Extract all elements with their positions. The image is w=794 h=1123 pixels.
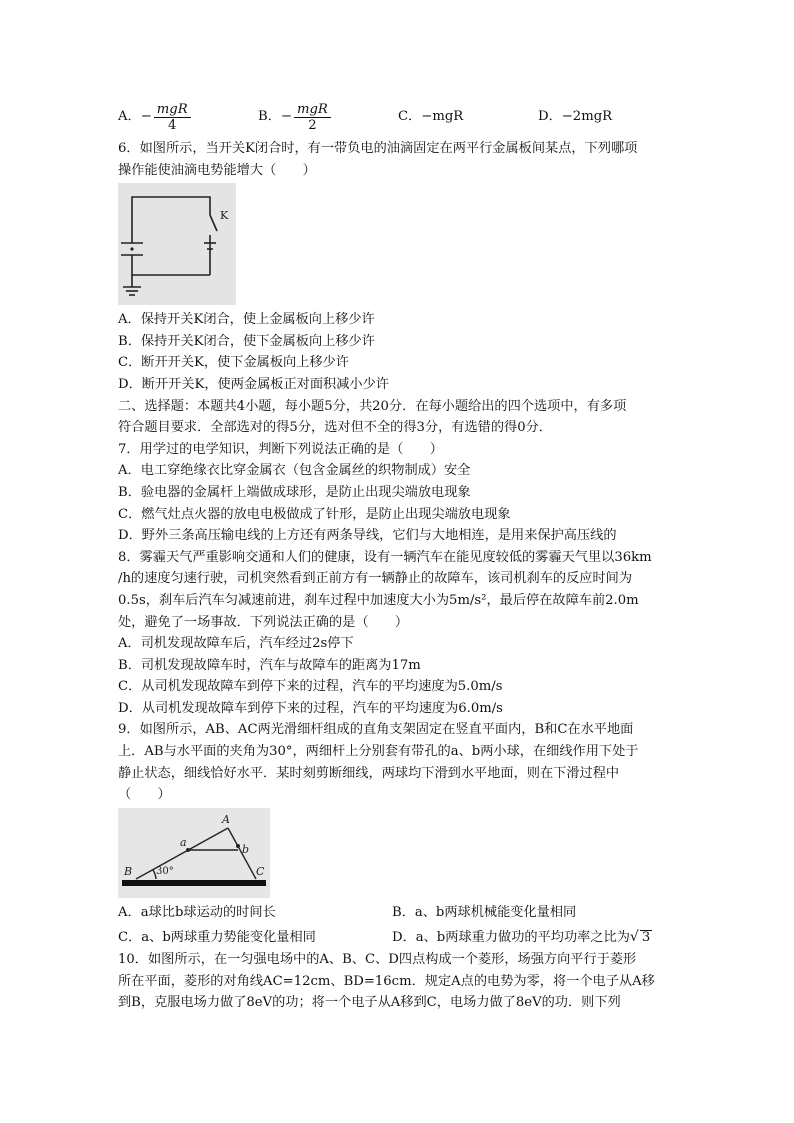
q8-option-b[interactable]: B．司机发现故障车时，汽车与故障车的距离为17m: [118, 657, 421, 673]
q10-stem-line-3: 到B，克服电场力做了8eV的功；将一个电子从A移到C，电场力做了8eV的功．则下列: [118, 995, 621, 1011]
q9-option-a[interactable]: A．a球比b球运动的时间长: [118, 904, 276, 920]
q9-option-d[interactable]: D．a、b两球重力做功的平均功率之比为√ 3: [392, 929, 651, 946]
q9-option-d-text: D．a、b两球重力做功的平均功率之比为: [392, 930, 630, 946]
q7-option-d[interactable]: D．野外三条高压输电线的上方还有两条导线，它们与大地相连，是用来保护高压线的: [118, 528, 617, 544]
q9-option-c[interactable]: C．a、b两球重力势能变化量相同: [118, 930, 316, 946]
q5-option-b[interactable]: [258, 102, 398, 133]
q8-stem-line-2: /h的速度匀速行驶，司机突然看到正前方有一辆静止的故障车，该司机刹车的反应时间为: [118, 571, 633, 587]
ball-b-label: b: [242, 842, 250, 856]
fraction-denominator: 2: [308, 117, 317, 133]
inclined-rods-figure: [118, 808, 270, 898]
q8-option-c[interactable]: C．从司机发现故障车到停下来的过程，汽车的平均速度为5.0m/s: [118, 679, 503, 695]
fraction-numerator: mgR: [154, 102, 191, 118]
q7-option-c[interactable]: C．燃气灶点火器的放电电极做成了针形，是防止出现尖端放电现象: [118, 506, 511, 522]
q5-options: [118, 96, 678, 138]
q8-stem-line-1: 8．雾霾天气严重影响交通和人们的健康，设有一辆汽车在能见度较低的雾霾天气里以36km: [118, 549, 652, 565]
ball-b: [236, 844, 240, 848]
q9-stem-line-3: 静止状态，细线恰好水平．某时刻剪断细线，两球均下滑到水平地面，则在下滑过程中: [118, 765, 620, 781]
q7-option-b[interactable]: B．验电器的金属杆上端做成球形，是防止出现尖端放电现象: [118, 484, 471, 500]
section-2-heading-line-1: 二、选择题：本题共4小题，每小题5分，共20分．在每小题给出的四个选项中，有多项: [118, 398, 627, 414]
q5-option-c-text: C．−mgR: [398, 109, 464, 125]
fraction-numerator: mgR: [294, 102, 331, 118]
point-c-label: C: [256, 864, 265, 878]
q6-options: [118, 309, 678, 395]
q7-option-a[interactable]: A．电工穿绝缘衣比穿金属衣（包含金属丝的织物制成）安全: [118, 463, 471, 479]
q5-option-d-text: D．−2mgR: [538, 109, 613, 125]
q9-stem-line-2: 上．AB与水平面的夹角为30°，两细杆上分别套有带孔的a、b两小球，在细线作用下处于: [118, 744, 639, 760]
q6-option-a[interactable]: A．保持开关K闭合，使上金属板向上移少许: [118, 312, 375, 328]
q9-option-b[interactable]: B．a、b两球机械能变化量相同: [392, 904, 577, 920]
q5-option-c[interactable]: [398, 106, 538, 128]
q8-option-d[interactable]: D．从司机发现故障车到停下来的过程，汽车的平均速度为6.0m/s: [118, 700, 503, 716]
ground-bar: [122, 880, 266, 886]
q6-option-c[interactable]: C．断开开关K，使下金属板向上移少许: [118, 355, 349, 371]
q6-option-b[interactable]: B．保持开关K闭合，使下金属板向上移少许: [118, 333, 375, 349]
sqrt-radicand: 3: [641, 930, 651, 946]
q5-option-a-fraction: [154, 102, 191, 133]
ball-a-label: a: [180, 835, 187, 849]
q5-option-b-prefix: B．−: [258, 109, 292, 125]
q10-stem-line-1: 10．如图所示，在一匀强电场中的A、B、C、D四点构成一个菱形，场强方向平行于菱形: [118, 952, 637, 968]
q8-stem-line-3: 0.5s，刹车后汽车匀减速前进，刹车过程中加速度大小为5m/s²，最后停在故障车前2.0m: [118, 592, 639, 608]
q5-option-b-fraction: [294, 102, 331, 133]
capacitor-circuit-figure: [118, 183, 236, 305]
q9-options-row-2: [118, 927, 678, 949]
q9-options-row-1: [118, 902, 678, 924]
fraction-denominator: 4: [168, 117, 177, 133]
point-a-label: A: [222, 812, 230, 826]
q9-stem-line-1: 9．如图所示，AB、AC两光滑细杆组成的直角支架固定在竖直平面内，B和C在水平地面: [118, 722, 634, 738]
angle-label: 30°: [156, 865, 174, 877]
q10-stem-line-2: 所在平面，菱形的对角线AC=12cm、BD=16cm．规定A点的电势为零，将一个电子从A移: [118, 973, 655, 989]
point-b-label: B: [124, 864, 133, 878]
q6-option-d[interactable]: D．断开开关K，使两金属板正对面积减小少许: [118, 376, 389, 392]
oil-drop-dot: [130, 248, 133, 251]
q7-stem: 7．用学过的电学知识，判断下列说法正确的是（ ）: [118, 441, 443, 457]
q9-stem-line-4: （ ）: [118, 787, 171, 803]
q8-stem-line-4: 处，避免了一场事故．下列说法正确的是（ ）: [118, 614, 409, 630]
section-2-heading-line-2: 符合题目要求．全部选对的得5分，选对但不全的得3分，有选错的得0分．: [118, 420, 552, 436]
exam-page: [118, 96, 678, 1014]
switch-k-label: K: [220, 209, 229, 223]
ball-a: [186, 848, 190, 852]
q5-option-d[interactable]: [538, 106, 678, 128]
q6-stem-line-2: 操作能使油滴电势能增大（ ）: [118, 162, 316, 178]
q5-option-a-prefix: A．−: [118, 109, 152, 125]
q8-option-a[interactable]: A．司机发现故障车后，汽车经过2s停下: [118, 636, 354, 652]
q6-stem-line-1: 6．如图所示，当开关K闭合时，有一带负电的油滴固定在两平行金属板间某点，下列哪项: [118, 141, 638, 156]
q5-option-a[interactable]: [118, 102, 258, 133]
